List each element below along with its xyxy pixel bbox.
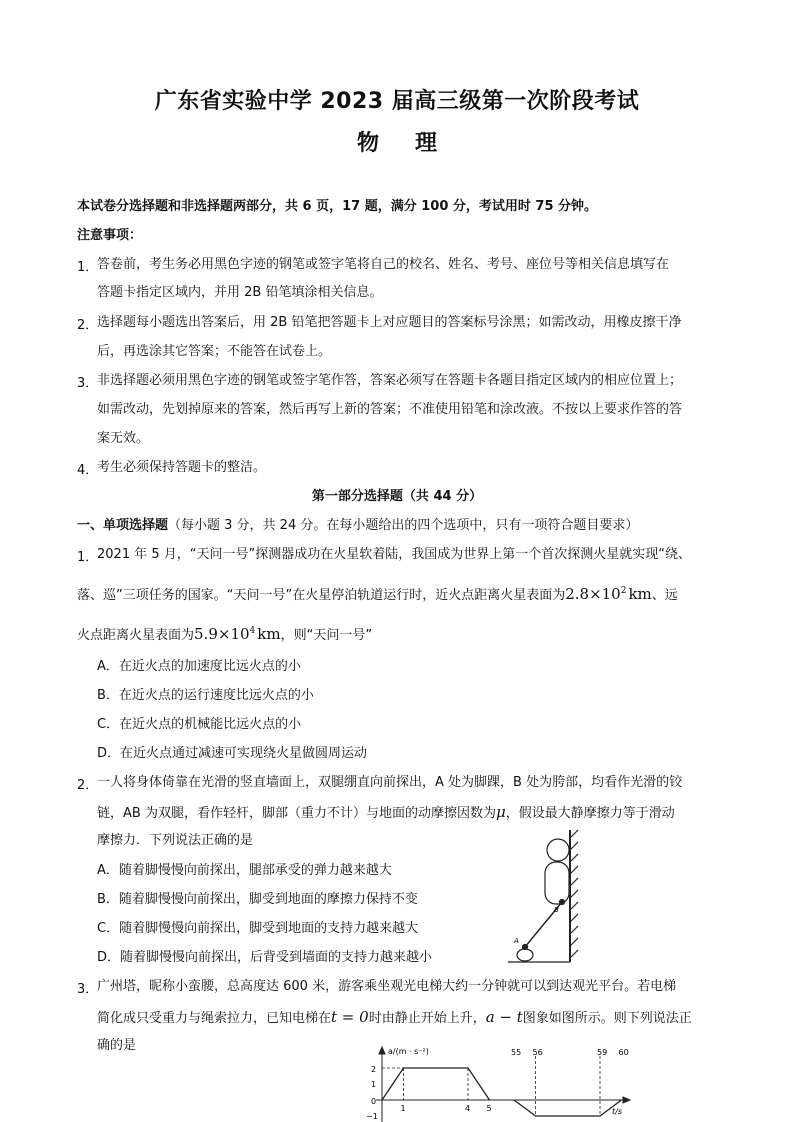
wall-hatching bbox=[570, 830, 578, 958]
notice-2-line-1: 选择题每小题选出答案后，用 2B 铅笔把答题卡上对应题目的答案标号涂黑；如需改动，用橡皮擦干净 bbox=[97, 315, 682, 330]
q3-at: a − t bbox=[485, 1008, 523, 1026]
q1-option-d: D．在近火点通过减速可实现绕火星做圆周运动 bbox=[97, 746, 368, 761]
q3-line-2c: 图象如图所示。则下列说法正 bbox=[522, 1011, 692, 1026]
notice-title: 注意事项： bbox=[77, 228, 143, 243]
q1-f1-exp: 2 bbox=[620, 586, 627, 596]
q1-line-1: 2021 年 5 月，“天问一号”探测器成功在火星软着陆，我国成为世界上第一个首次探测火星就实现“绕、 bbox=[97, 547, 691, 562]
subject-char-1: 物 bbox=[356, 131, 379, 156]
q1-option-b: B．在近火点的运行速度比远火点的小 bbox=[97, 688, 314, 703]
x-axis-arrow bbox=[623, 1097, 630, 1103]
x-tick-59: 59 bbox=[597, 1048, 608, 1057]
q3-a-t-graph bbox=[356, 1044, 636, 1122]
q3-line-2 bbox=[97, 1008, 747, 1028]
q2-option-d: D．随着脚慢慢向前探出，后背受到墙面的支持力越来越小 bbox=[97, 950, 433, 965]
q2-option-c: C．随着脚慢慢向前探出，脚受到地面的支持力越来越大 bbox=[97, 921, 419, 936]
q1-line-2a: 落、巡”三项任务的国家。“天问一号”在火星停泊轨道运行时，近火点距离火星表面为 bbox=[77, 588, 566, 603]
q3-line-2b: 时由静止开始上升， bbox=[368, 1011, 486, 1026]
label-b: B bbox=[554, 906, 559, 914]
q2-mu: μ bbox=[495, 803, 506, 821]
torso-shape bbox=[545, 862, 569, 904]
notice-1-num: 1． bbox=[77, 260, 99, 275]
notice-2-num: 2． bbox=[77, 318, 99, 333]
q1-f2-base: 5.9×10 bbox=[194, 625, 250, 643]
q2-line-2 bbox=[97, 803, 747, 823]
q1-line-2b: 、远 bbox=[651, 588, 678, 603]
x-axis-label: t/s bbox=[612, 1107, 622, 1116]
q2-line-3: 摩擦力．下列说法正确的是 bbox=[97, 833, 254, 848]
x-tick-55: 55 bbox=[511, 1048, 522, 1057]
q3-line-3: 确的是 bbox=[97, 1038, 137, 1053]
q1-line-2 bbox=[77, 582, 727, 605]
y-tick-neg1: −1 bbox=[366, 1112, 378, 1121]
x-tick-60: 60 bbox=[618, 1048, 629, 1057]
y-tick-0: 0 bbox=[371, 1097, 377, 1106]
y-axis-label: a/(m · s⁻²) bbox=[388, 1047, 429, 1056]
part1-title: 第一部分选择题（共 44 分） bbox=[311, 489, 483, 504]
y-axis-arrow bbox=[379, 1047, 385, 1054]
q1-formula-apogee bbox=[194, 625, 281, 643]
q2-line-1: 一人将身体倚靠在光滑的竖直墙面上，双腿绷直向前探出，A 处为脚踝，B 处为胯部，均看作光滑的铰 bbox=[97, 775, 683, 790]
notice-3-line-3: 案无效。 bbox=[97, 431, 150, 446]
q1-num: 1． bbox=[77, 550, 99, 565]
q2-num: 2． bbox=[77, 778, 99, 793]
q3-line-2a: 简化成只受重力与绳索拉力，已知电梯在 bbox=[97, 1011, 332, 1026]
q3-num: 3． bbox=[77, 982, 99, 997]
q2-figure-wall-lean bbox=[488, 826, 598, 966]
section1-heading bbox=[77, 517, 727, 535]
a-t-line-decel bbox=[514, 1100, 622, 1116]
subject-title bbox=[0, 126, 794, 157]
q1-f1-unit: km bbox=[628, 585, 652, 603]
notice-2-line-2: 后，再选涂其它答案；不能答在试卷上。 bbox=[97, 344, 332, 359]
foot-shape bbox=[517, 949, 533, 961]
q1-f2-exp: 4 bbox=[249, 626, 256, 636]
notice-1-line-1: 答卷前，考生务必用黑色字迹的钢笔或签字笔将自己的校名、姓名、考号、座位号等相关信息填写在 bbox=[97, 257, 670, 272]
x-tick-4: 4 bbox=[465, 1104, 471, 1113]
q2-line-2a: 链，AB 为双腿，看作轻杆，脚部（重力不计）与地面的动摩擦因数为 bbox=[97, 806, 496, 821]
notice-1-line-2: 答题卡指定区域内，并用 2B 铅笔填涂相关信息。 bbox=[97, 285, 383, 300]
exam-intro: 本试卷分选择题和非选择题两部分，共 6 页，17 题，满分 100 分，考试用时 75 分钟。 bbox=[77, 199, 598, 214]
q1-line-3b: ，则“天问一号” bbox=[280, 628, 373, 643]
q1-option-a: A．在近火点的加速度比远火点的小 bbox=[97, 659, 301, 674]
section1-desc: （每小题 3 分，共 24 分。在每小题给出的四个选项中，只有一项符合题目要求） bbox=[168, 518, 639, 533]
q3-t0: t = 0 bbox=[331, 1008, 369, 1026]
notice-4-num: 4． bbox=[77, 463, 99, 478]
q1-formula-perigee bbox=[565, 585, 652, 603]
hinge-b bbox=[560, 900, 565, 905]
head-shape bbox=[547, 839, 569, 861]
q1-option-c: C．在近火点的机械能比远火点的小 bbox=[97, 717, 302, 732]
q3-line-1: 广州塔，昵称小蛮腰，总高度达 600 米，游客乘坐观光电梯大约一分钟就可以到达观光平台。若电梯 bbox=[97, 979, 677, 994]
notice-3-line-2: 如需改动，先划掉原来的答案，然后再写上新的答案；不准使用铅笔和涂改液。不按以上要求作答的答 bbox=[97, 402, 683, 417]
a-t-line-accel bbox=[382, 1068, 490, 1100]
x-tick-1: 1 bbox=[400, 1104, 406, 1113]
subject-char-2: 理 bbox=[415, 131, 438, 156]
q1-line-3a: 火点距离火星表面为 bbox=[77, 628, 195, 643]
exam-title: 广东省实验中学 2023 届高三级第一次阶段考试 bbox=[154, 89, 640, 114]
y-tick-2: 2 bbox=[371, 1065, 377, 1074]
q1-line-3 bbox=[77, 622, 727, 645]
q2-option-a: A．随着脚慢慢向前探出，腿部承受的弹力越来越大 bbox=[97, 863, 392, 878]
notice-3-line-1: 非选择题必须用黑色字迹的钢笔或签字笔作答，答案必须写在答题卡各题目指定区域内的相应位置上； bbox=[97, 373, 683, 388]
notice-3-num: 3． bbox=[77, 376, 99, 391]
q2-line-2b: ，假设最大静摩擦力等于滑动 bbox=[505, 806, 675, 821]
q1-f1-base: 2.8×10 bbox=[565, 585, 621, 603]
q2-option-b: B．随着脚慢慢向前探出，脚受到地面的摩擦力保持不变 bbox=[97, 892, 418, 907]
q1-f2-unit: km bbox=[257, 625, 281, 643]
x-tick-56: 56 bbox=[532, 1048, 543, 1057]
x-tick-5: 5 bbox=[486, 1104, 492, 1113]
section1-label: 一、单项选择题 bbox=[77, 518, 169, 533]
label-a: A bbox=[514, 937, 519, 945]
y-tick-1: 1 bbox=[371, 1080, 377, 1089]
notice-4-line-1: 考生必须保持答题卡的整洁。 bbox=[97, 460, 267, 475]
